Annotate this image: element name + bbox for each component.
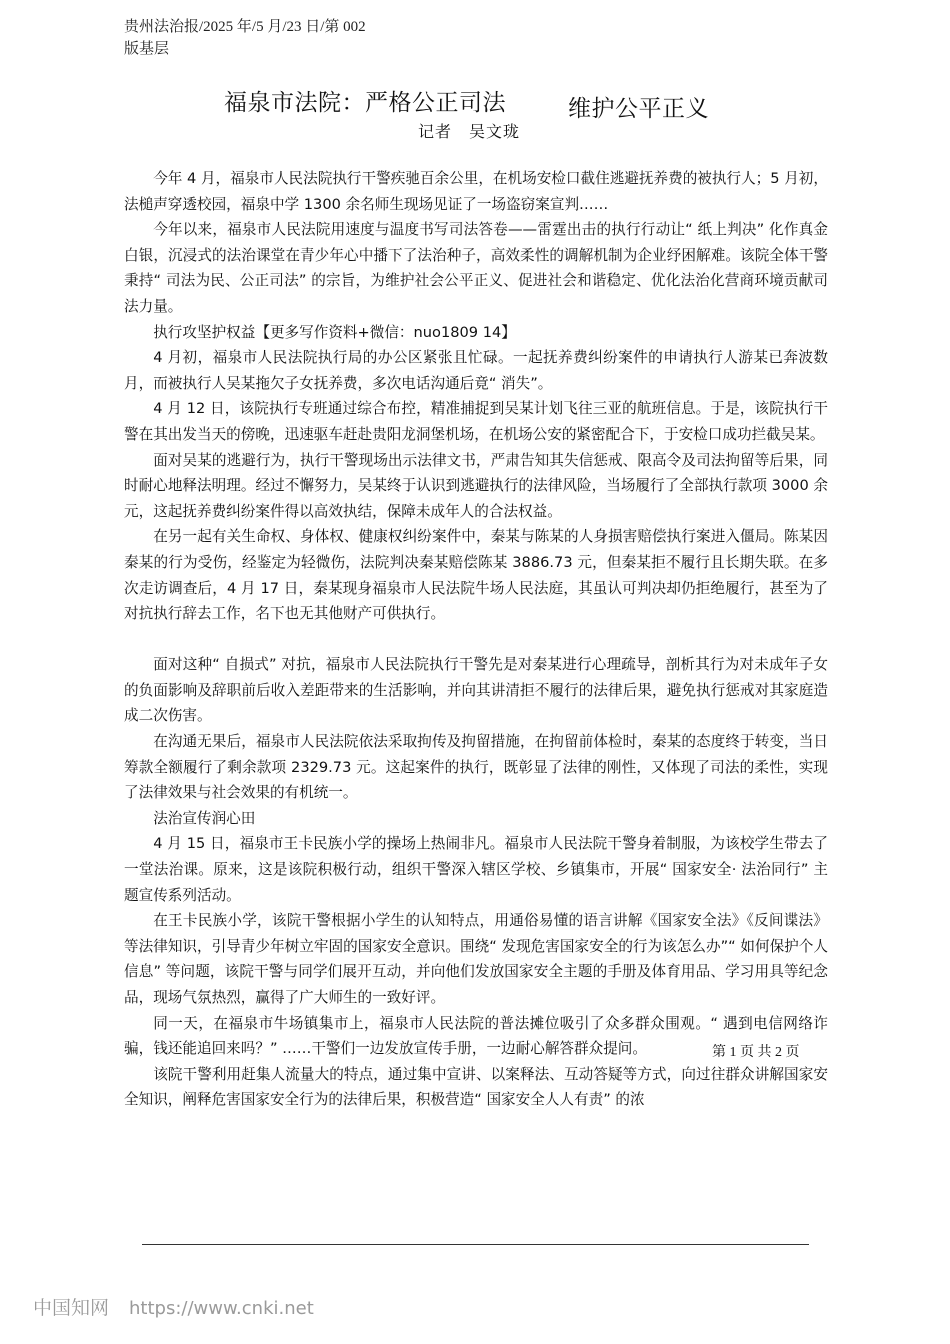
paragraph: 面对这种“ 自损式” 对抗，福泉市人民法院执行干警先是对秦某进行心理疏导，剖析其行为对未成年子女的负面影响及辞职前后收入差距带来的生活影响，并向其讲清拒不履行的法律后果，避免执行惩戒对其家庭造成二次伤害。: [124, 656, 828, 725]
article-byline: 记者 吴文珑: [418, 122, 521, 141]
paragraph: 4 月 15 日，福泉市王卡民族小学的操场上热闹非凡。福泉市人民法院干警身着制服，为该校学生带去了一堂法治课。原来，这是该院积极行动，组织干警深入辖区学校、乡镇集市，开展“ 国家安全· 法治同行” 主题宣传系列活动。: [124, 835, 828, 904]
article-title-part-2: 维护公平正义: [568, 96, 709, 122]
cnki-url[interactable]: https://www.cnki.net: [129, 1298, 314, 1319]
paragraph: 在沟通无果后，福泉市人民法院依法采取拘传及拘留措施，在拘留前体检时，秦某的态度终于转变，当日筹款全额履行了剩余款项 2329.73 元。这起案件的执行，既彰显了法律的刚性，又体现了司法的柔性，实现了法律效果与社会效果的有机统一。: [124, 733, 828, 802]
paragraph: 在王卡民族小学，该院干警根据小学生的认知特点，用通俗易懂的语言讲解《国家安全法》《反间谍法》等法律知识，引导青少年树立牢固的国家安全意识。围绕“ 发现危害国家安全的行为该怎么办”“ 如何保护个人信息” 等问题，该院干警与同学们展开互动，并向他们发放国家安全主题的手册及体育用品、学习用具等纪念品，现场气氛热烈，赢得了广大师生的一致好评。: [124, 912, 828, 1006]
paragraph: 今年以来，福泉市人民法院用速度与温度书写司法答卷——雷霆出击的执行行动让“ 纸上判决” 化作真金白银，沉浸式的法治课堂在青少年心中播下了法治种子，高效柔性的调解机制为企业纾困解难。该院全体干警秉持“ 司法为民、公正司法” 的宗旨，为维护社会公平正义、促进社会和谐稳定、优化法治化营商环境贡献司法力量。: [124, 221, 828, 315]
footer: [33, 1293, 314, 1320]
footer-divider: [142, 1244, 809, 1245]
paragraph: 4 月 12 日，该院执行专班通过综合布控，精准捕捉到吴某计划飞往三亚的航班信息。于是，该院执行干警在其出发当天的傍晚，迅速驱车赶赴贵阳龙洞堡机场，在机场公安的紧密配合下，于安检口成功拦截吴某。: [124, 400, 828, 443]
source-line-2: 版基层: [124, 41, 170, 57]
source-citation: [124, 16, 444, 60]
article-body: [124, 166, 828, 1113]
article-title-part-1: 福泉市法院：严格公正司法: [224, 90, 506, 116]
paragraph: 该院干警利用赶集人流量大的特点，通过集中宣讲、以案释法、互动答疑等方式，向过往群众讲解国家安全知识，阐释危害国家安全行为的法律后果，积极营造“ 国家安全人人有责” 的浓: [124, 1065, 828, 1109]
page-number: 第 1 页 共 2 页: [712, 1045, 800, 1060]
paragraph: 同一天，在福泉市牛场镇集市上，福泉市人民法院的普法摊位吸引了众多群众围观。“ 遇到电信网络诈骗，钱还能追回来吗？” ……干警们一边发放宣传手册，一边耐心解答群众提问。: [124, 1014, 828, 1058]
paragraph: 面对吴某的逃避行为，执行干警现场出示法律文书，严肃告知其失信惩戒、限高令及司法拘留等后果，同时耐心地释法明理。经过不懈努力，吴某终于认识到逃避执行的法律风险，当场履行了全部执行款项 3000 余元，这起抚养费纠纷案件得以高效执结，保障未成年人的合法权益。: [124, 451, 828, 520]
paragraph: 今年 4 月，福泉市人民法院执行干警疾驰百余公里，在机场安检口截住逃避抚养费的被执行人；5 月初，法槌声穿透校园，福泉中学 1300 余名师生现场见证了一场盗窃案宣判……: [124, 170, 828, 213]
section-heading: 执行攻坚护权益【更多写作资料+微信：nuo1809 14】: [153, 323, 516, 341]
section-heading: 法治宣传润心田: [153, 809, 256, 827]
source-line-1: 贵州法治报/2025 年/5 月/23 日/第 002: [124, 19, 366, 35]
paragraph: 在另一起有关生命权、身体权、健康权纠纷案件中，秦某与陈某的人身损害赔偿执行案进入僵局。陈某因秦某的行为受伤，经鉴定为轻微伤，法院判决秦某赔偿陈某 3886.73 元，但秦某拒不履行且长期失联。在多次走访调查后，4 月 17 日，秦某现身福泉市人民法院牛场人民法庭，其虽认可判决却仍拒绝履行，甚至为了对抗执行辞去工作，名下也无其他财产可供执行。: [124, 528, 828, 623]
article-title: [0, 84, 950, 124]
cnki-logo-text: 中国知网: [33, 1297, 110, 1319]
paragraph: 4 月初，福泉市人民法院执行局的办公区紧张且忙碌。一起抚养费纠纷案件的申请执行人游某已奔波数月，而被执行人吴某拖欠子女抚养费，多次电话沟通后竟“ 消失”。: [124, 349, 828, 392]
